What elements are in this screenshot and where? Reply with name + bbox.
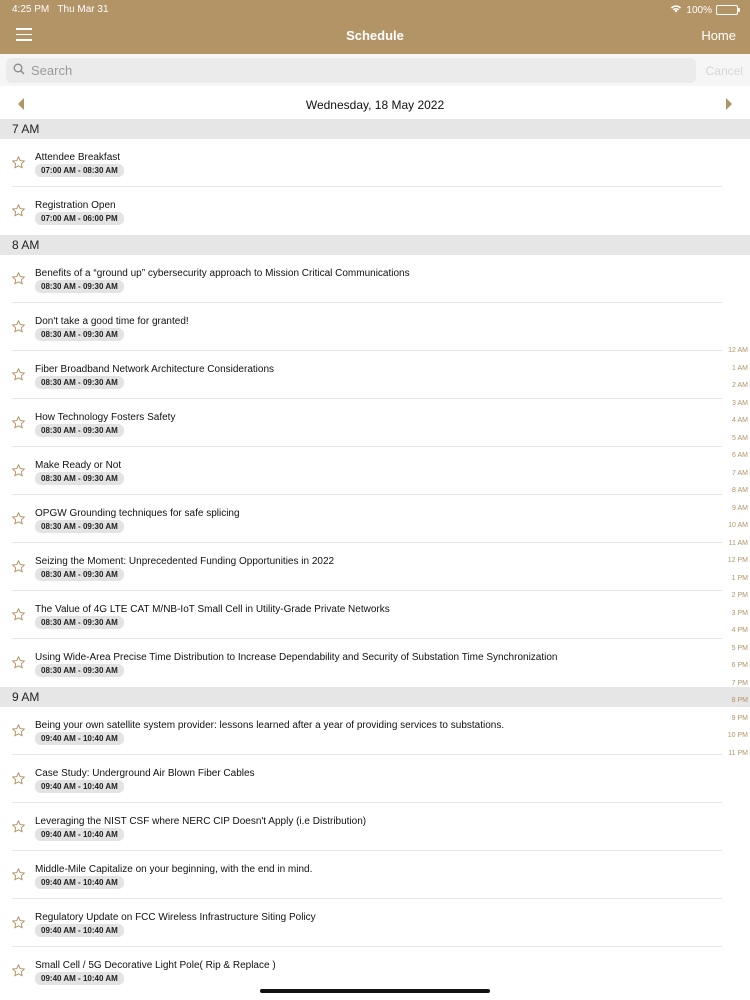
event-row[interactable] bbox=[0, 495, 750, 543]
star-outline-icon[interactable] bbox=[11, 655, 26, 670]
event-row[interactable] bbox=[0, 851, 750, 899]
search-field[interactable] bbox=[6, 58, 696, 83]
event-row[interactable] bbox=[0, 139, 750, 187]
event-row[interactable] bbox=[0, 543, 750, 591]
hour-index-item[interactable]: 9 AM bbox=[732, 504, 748, 512]
event-time-badge: 09:40 AM - 10:40 AM bbox=[35, 924, 124, 937]
event-row[interactable] bbox=[0, 803, 750, 851]
star-outline-icon[interactable] bbox=[11, 867, 26, 882]
section-header: 9 AM bbox=[0, 687, 750, 707]
star-outline-icon[interactable] bbox=[11, 155, 26, 170]
event-time-badge: 09:40 AM - 10:40 AM bbox=[35, 732, 124, 745]
section-header: 8 AM bbox=[0, 235, 750, 255]
home-indicator bbox=[260, 989, 490, 993]
event-time-badge: 07:00 AM - 06:00 PM bbox=[35, 212, 124, 225]
search-bar bbox=[0, 54, 750, 86]
schedule-list bbox=[0, 119, 750, 995]
star-outline-icon[interactable] bbox=[11, 963, 26, 978]
hour-index-item[interactable]: 7 AM bbox=[732, 469, 748, 477]
event-title: Leveraging the NIST CSF where NERC CIP Doesn't Apply (i.e Distribution) bbox=[35, 816, 367, 827]
battery-percent: 100% bbox=[686, 4, 712, 16]
event-time-badge: 08:30 AM - 09:30 AM bbox=[35, 616, 124, 629]
event-title: Don't take a good time for granted! bbox=[35, 316, 189, 327]
event-time-badge: 08:30 AM - 09:30 AM bbox=[35, 472, 124, 485]
event-time-badge: 09:40 AM - 10:40 AM bbox=[35, 876, 124, 889]
hour-index-item[interactable]: 9 PM bbox=[731, 714, 748, 722]
search-input[interactable] bbox=[31, 63, 671, 78]
hour-index-item[interactable]: 3 AM bbox=[732, 399, 748, 407]
event-row[interactable] bbox=[0, 447, 750, 495]
hour-index-item[interactable]: 11 AM bbox=[728, 539, 748, 547]
event-row[interactable] bbox=[0, 591, 750, 639]
event-title: Being your own satellite system provider: lessons learned after a year of providing services to substations. bbox=[35, 720, 505, 731]
event-time-badge: 08:30 AM - 09:30 AM bbox=[35, 520, 124, 533]
event-time-badge: 09:40 AM - 10:40 AM bbox=[35, 828, 124, 841]
hour-index-item[interactable]: 1 AM bbox=[732, 364, 748, 372]
event-row[interactable] bbox=[0, 399, 750, 447]
hour-index-item[interactable]: 3 PM bbox=[731, 609, 748, 617]
hour-index-item[interactable]: 8 AM bbox=[732, 487, 748, 494]
event-row[interactable] bbox=[0, 303, 750, 351]
star-outline-icon[interactable] bbox=[11, 511, 26, 526]
hour-index-item[interactable]: 6 AM bbox=[732, 452, 748, 459]
event-time-badge: 07:00 AM - 08:30 AM bbox=[35, 164, 124, 177]
event-row[interactable] bbox=[0, 639, 750, 687]
wifi-icon bbox=[670, 4, 682, 16]
hour-index-item[interactable]: 8 PM bbox=[731, 697, 748, 704]
event-title: Case Study: Underground Air Blown Fiber Cables bbox=[35, 768, 255, 779]
event-time-badge: 08:30 AM - 09:30 AM bbox=[35, 568, 124, 581]
status-time: 4:25 PM bbox=[12, 4, 50, 15]
star-outline-icon[interactable] bbox=[11, 607, 26, 622]
search-icon bbox=[13, 62, 25, 80]
event-title: Registration Open bbox=[35, 200, 116, 211]
event-row[interactable] bbox=[0, 187, 750, 235]
star-outline-icon[interactable] bbox=[11, 915, 26, 930]
event-title: Middle-Mile Capitalize on your beginning, with the end in mind. bbox=[35, 864, 313, 875]
event-title: How Technology Fosters Safety bbox=[35, 412, 176, 423]
star-outline-icon[interactable] bbox=[11, 271, 26, 286]
hour-index-item[interactable]: 7 PM bbox=[731, 679, 748, 687]
date-label: Wednesday, 18 May 2022 bbox=[305, 98, 445, 112]
chevron-right-icon[interactable] bbox=[726, 98, 732, 110]
battery-icon bbox=[716, 5, 738, 15]
event-title: Make Ready or Not bbox=[35, 460, 122, 471]
event-time-badge: 08:30 AM - 09:30 AM bbox=[35, 280, 124, 293]
event-title: Regulatory Update on FCC Wireless Infrastructure Siting Policy bbox=[35, 912, 316, 923]
hour-index-item[interactable]: 2 AM bbox=[732, 382, 748, 389]
star-outline-icon[interactable] bbox=[11, 771, 26, 786]
star-outline-icon[interactable] bbox=[11, 723, 26, 738]
page-title: Schedule bbox=[346, 28, 404, 43]
cancel-button[interactable]: Cancel bbox=[705, 64, 743, 78]
event-title: Attendee Breakfast bbox=[35, 152, 121, 163]
navigation-bar bbox=[0, 0, 750, 54]
hour-index-item[interactable]: 12 AM bbox=[728, 347, 748, 354]
hour-index-item[interactable]: 2 PM bbox=[731, 592, 748, 599]
hour-index-item[interactable]: 5 AM bbox=[732, 434, 748, 442]
hour-index-item[interactable]: 1 PM bbox=[731, 574, 748, 582]
event-row[interactable] bbox=[0, 707, 750, 755]
event-time-badge: 09:40 AM - 10:40 AM bbox=[35, 780, 124, 793]
event-title: Small Cell / 5G Decorative Light Pole( Rip & Replace ) bbox=[35, 960, 276, 971]
event-time-badge: 08:30 AM - 09:30 AM bbox=[35, 376, 124, 389]
event-time-badge: 08:30 AM - 09:30 AM bbox=[35, 328, 124, 341]
hour-index-item[interactable]: 4 PM bbox=[731, 627, 748, 634]
event-time-badge: 08:30 AM - 09:30 AM bbox=[35, 664, 124, 677]
event-title: Seizing the Moment: Unprecedented Funding Opportunities in 2022 bbox=[35, 556, 335, 567]
event-title: The Value of 4G LTE CAT M/NB-IoT Small Cell in Utility-Grade Private Networks bbox=[35, 604, 390, 615]
hour-index-item[interactable]: 10 AM bbox=[728, 522, 748, 529]
status-time-date bbox=[12, 4, 109, 15]
event-row[interactable] bbox=[0, 755, 750, 803]
hour-index-item[interactable]: 10 PM bbox=[727, 732, 748, 739]
event-title: OPGW Grounding techniques for safe splicing bbox=[35, 508, 240, 519]
event-row[interactable] bbox=[0, 255, 750, 303]
status-date: Thu Mar 31 bbox=[57, 4, 109, 15]
star-outline-icon[interactable] bbox=[11, 415, 26, 430]
event-title: Fiber Broadband Network Architecture Considerations bbox=[35, 364, 275, 375]
home-button[interactable]: Home bbox=[701, 28, 736, 43]
star-outline-icon[interactable] bbox=[11, 319, 26, 334]
hour-index-item[interactable]: 11 PM bbox=[728, 749, 748, 757]
event-title: Benefits of a “ground up” cybersecurity approach to Mission Critical Communications bbox=[35, 268, 410, 279]
hour-index-item[interactable]: 6 PM bbox=[731, 662, 748, 669]
event-row[interactable] bbox=[0, 351, 750, 399]
status-indicators bbox=[670, 4, 738, 16]
section-header: 7 AM bbox=[0, 119, 750, 139]
event-time-badge: 09:40 AM - 10:40 AM bbox=[35, 972, 124, 985]
hour-index bbox=[718, 345, 748, 765]
event-title: Using Wide-Area Precise Time Distribution to Increase Dependability and Security of Substation Time Synchronization bbox=[35, 652, 558, 663]
star-outline-icon[interactable] bbox=[11, 203, 26, 218]
hour-index-item[interactable]: 12 PM bbox=[727, 557, 748, 564]
event-row[interactable] bbox=[0, 899, 750, 947]
star-outline-icon[interactable] bbox=[11, 367, 26, 382]
event-time-badge: 08:30 AM - 09:30 AM bbox=[35, 424, 124, 437]
hour-index-item[interactable]: 4 AM bbox=[732, 417, 748, 424]
hour-index-item[interactable]: 5 PM bbox=[731, 644, 748, 652]
event-row[interactable] bbox=[0, 947, 750, 995]
star-outline-icon[interactable] bbox=[11, 819, 26, 834]
date-navigator bbox=[0, 90, 750, 118]
star-outline-icon[interactable] bbox=[11, 559, 26, 574]
star-outline-icon[interactable] bbox=[11, 463, 26, 478]
